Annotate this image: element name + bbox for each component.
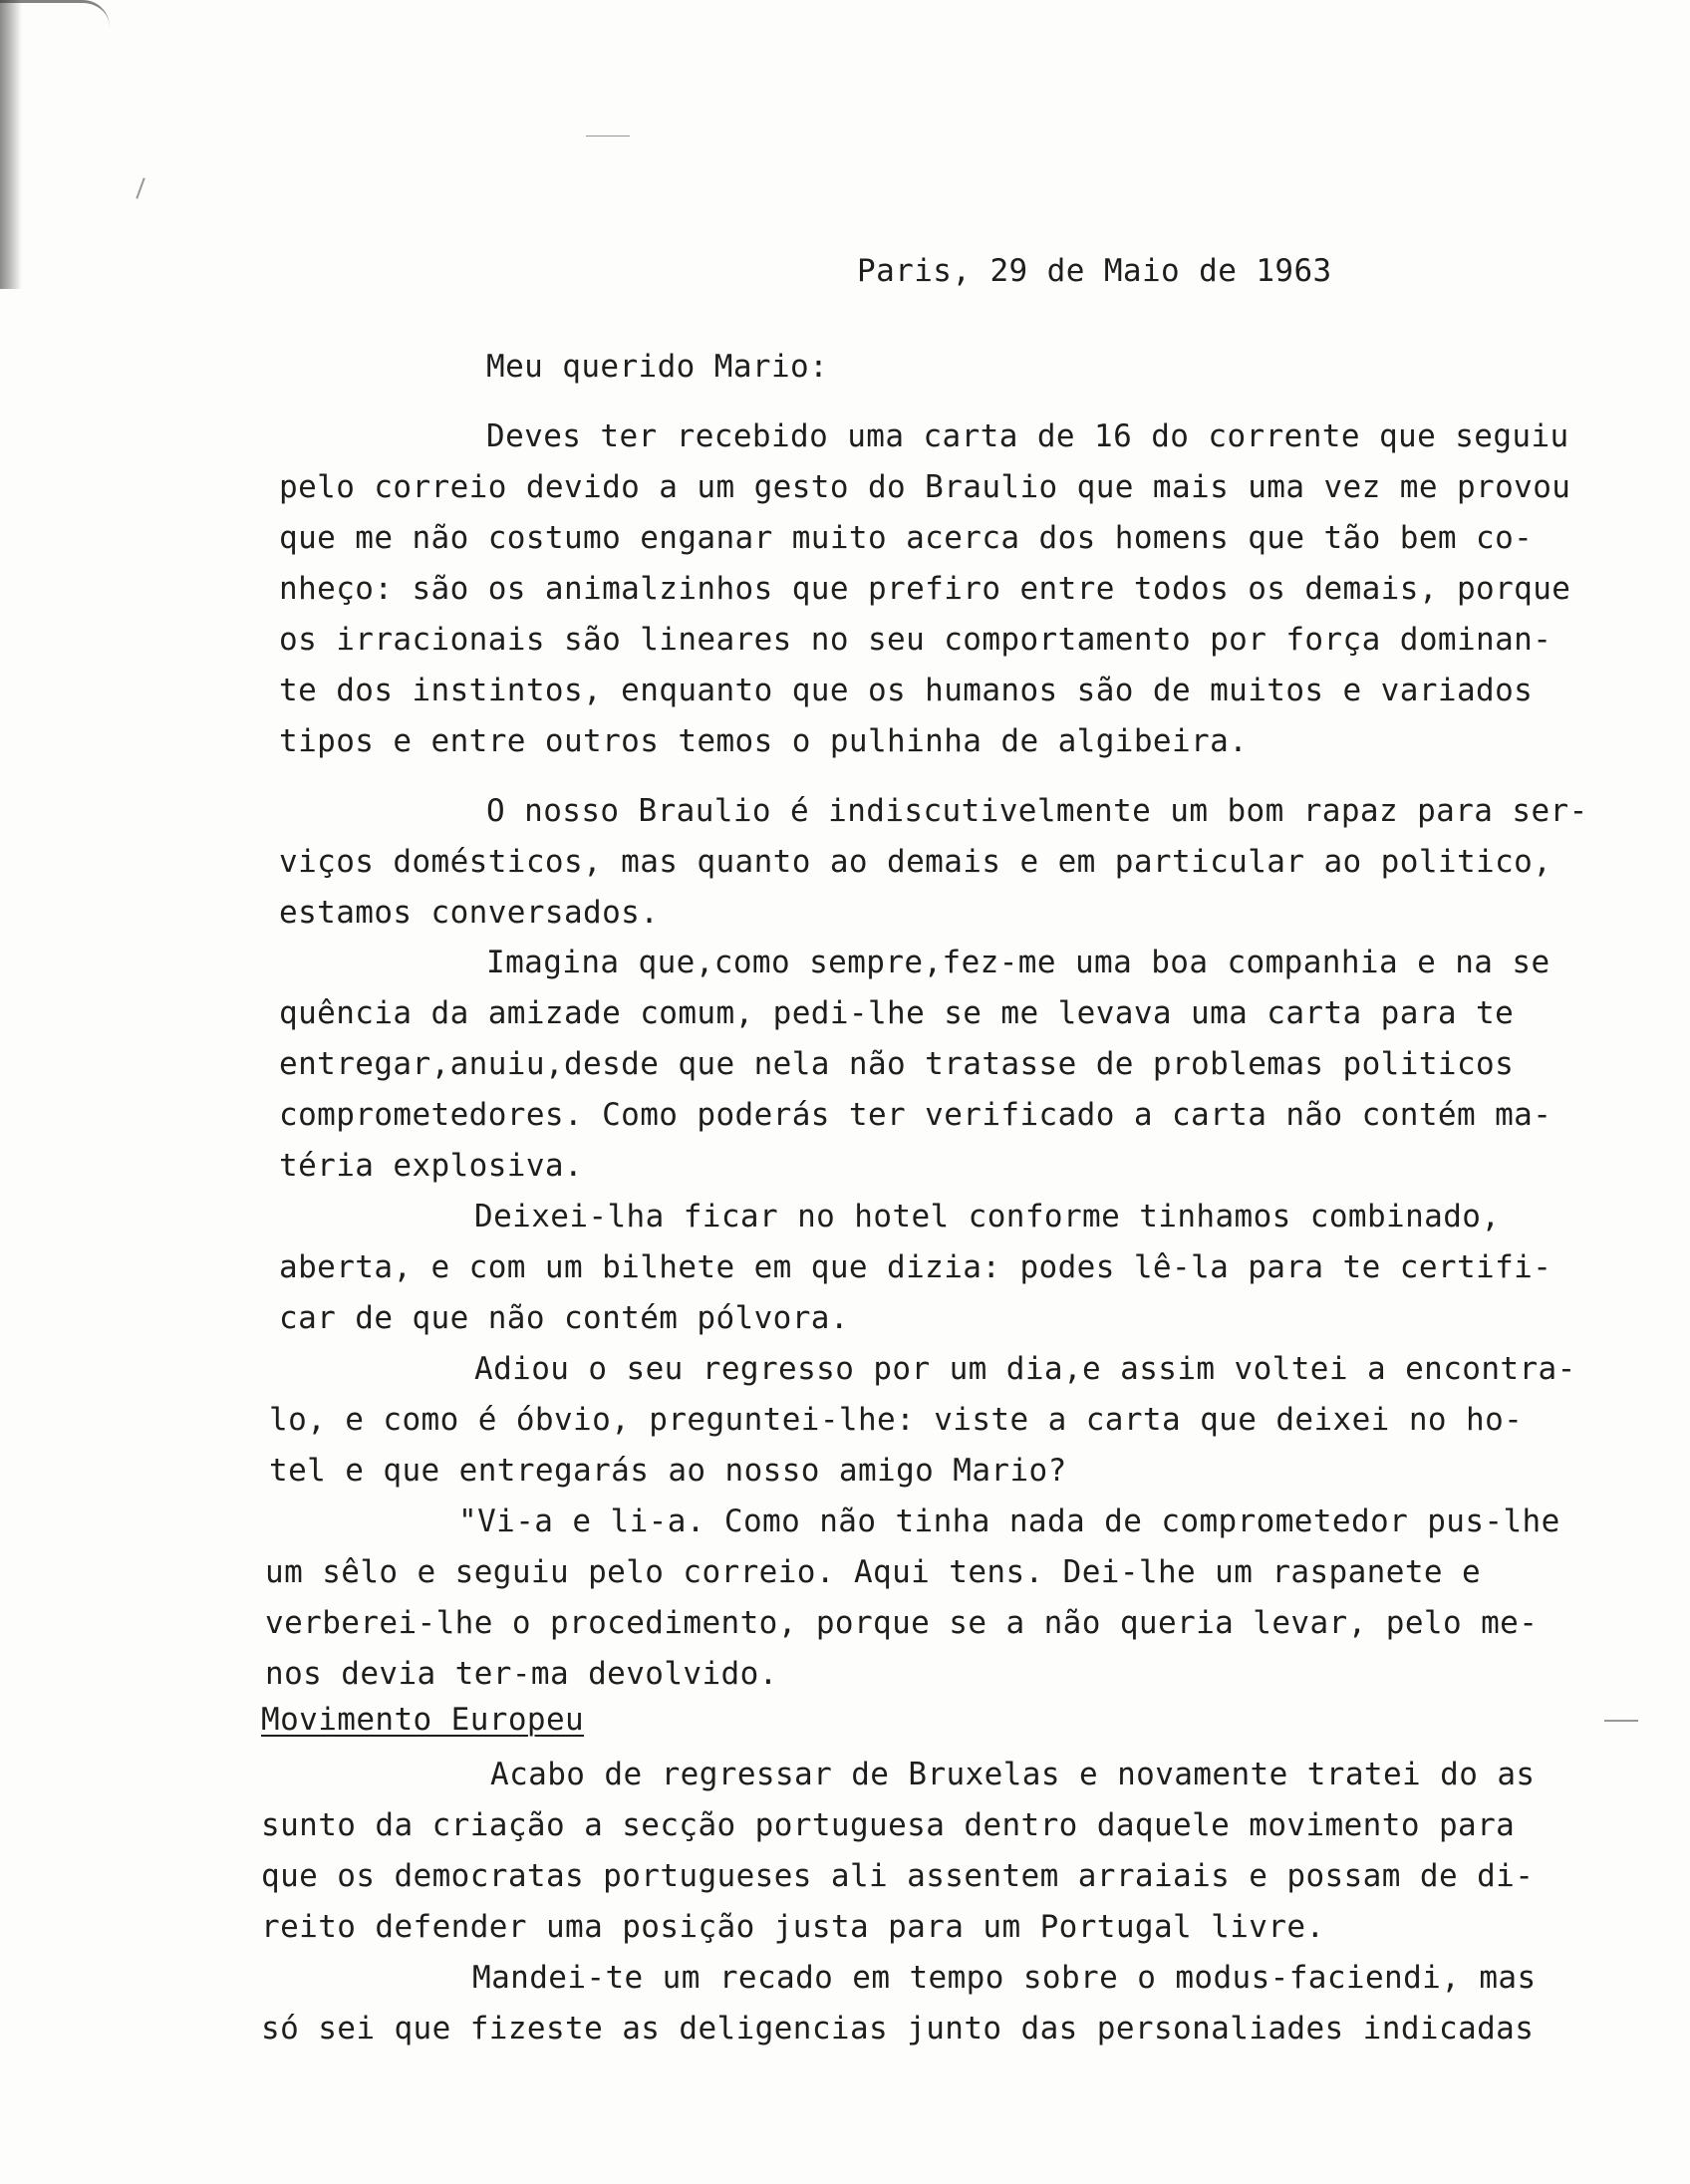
text-line: aberta, e com um bilhete em que dizia: podes lê-la para te certifi- xyxy=(279,1249,1552,1285)
text-line: Deves ter recebido uma carta de 16 do corrente que seguiu xyxy=(486,418,1569,454)
text-line: estamos conversados. xyxy=(279,895,660,931)
stray-mark xyxy=(136,177,144,198)
text-line: lo, e como é óbvio, preguntei-lhe: viste a carta que deixei no ho- xyxy=(269,1402,1524,1438)
section-heading: Movimento Europeu xyxy=(261,1702,585,1738)
text-line: Imagina que,como sempre,fez-me uma boa companhia e na se xyxy=(486,945,1550,980)
text-line: Deixei-lha ficar no hotel conforme tinhamos combinado, xyxy=(474,1199,1501,1234)
text-line: car de que não contém pólvora. xyxy=(279,1300,849,1336)
text-line: sunto da criação a secção portuguesa dentro daquele movimento para xyxy=(261,1807,1516,1843)
text-line: Adiou o seu regresso por um dia,e assim voltei a encontra- xyxy=(474,1351,1576,1387)
text-line: entregar,anuiu,desde que nela não tratasse de problemas politicos xyxy=(279,1046,1515,1082)
scan-corner-mark xyxy=(0,0,110,27)
text-line: O nosso Braulio é indiscutivelmente um bom rapaz para ser- xyxy=(486,793,1588,829)
letter-salutation: Meu querido Mario: xyxy=(486,349,829,385)
text-line: nos devia ter-ma devolvido. xyxy=(265,1656,778,1692)
text-line: tel e que entregarás ao nosso amigo Mario? xyxy=(269,1453,1067,1489)
text-line: nheço: são os animalzinhos que prefiro entre todos os demais, porque xyxy=(279,571,1571,607)
text-line: quência da amizade comum, pedi-lhe se me levava uma carta para te xyxy=(279,995,1515,1031)
text-line: que os democratas portugueses ali assentem arraiais e possam de di- xyxy=(261,1858,1535,1894)
text-line: viços domésticos, mas quanto ao demais e em particular ao politico, xyxy=(279,844,1552,880)
text-line: te dos instintos, enquanto que os humanos são de muitos e variados xyxy=(279,673,1534,708)
text-line: os irracionais são lineares no seu comportamento por força dominan- xyxy=(279,622,1552,658)
text-line: reito defender uma posição justa para um Portugal livre. xyxy=(261,1909,1325,1945)
text-line: um sêlo e seguiu pelo correio. Aqui tens. Dei-lhe um raspanete e xyxy=(265,1554,1482,1590)
text-line: téria explosiva. xyxy=(279,1148,584,1184)
text-line: tipos e entre outros temos o pulhinha de algibeira. xyxy=(279,723,1249,759)
text-line: pelo correio devido a um gesto do Braulio que mais uma vez me provou xyxy=(279,469,1571,505)
text-line: Acabo de regressar de Bruxelas e novamente tratei do as xyxy=(490,1757,1536,1792)
text-line: "Vi-a e li-a. Como não tinha nada de comprometedor pus-lhe xyxy=(458,1503,1560,1539)
text-line: que me não costumo enganar muito acerca dos homens que tão bem co- xyxy=(279,520,1534,556)
text-line: só sei que fizeste as deligencias junto das personaliades indicadas xyxy=(261,2011,1535,2047)
text-line: comprometedores. Como poderás ter verificado a carta não contém ma- xyxy=(279,1097,1552,1133)
text-line: verberei-lhe o procedimento, porque se a não queria levar, pelo me- xyxy=(265,1605,1539,1641)
text-line: Mandei-te um recado em tempo sobre o modus-faciendi, mas xyxy=(472,1960,1537,1996)
stray-mark xyxy=(1604,1720,1638,1722)
scan-edge-shadow xyxy=(0,0,22,289)
letter-date: Paris, 29 de Maio de 1963 xyxy=(857,253,1332,289)
